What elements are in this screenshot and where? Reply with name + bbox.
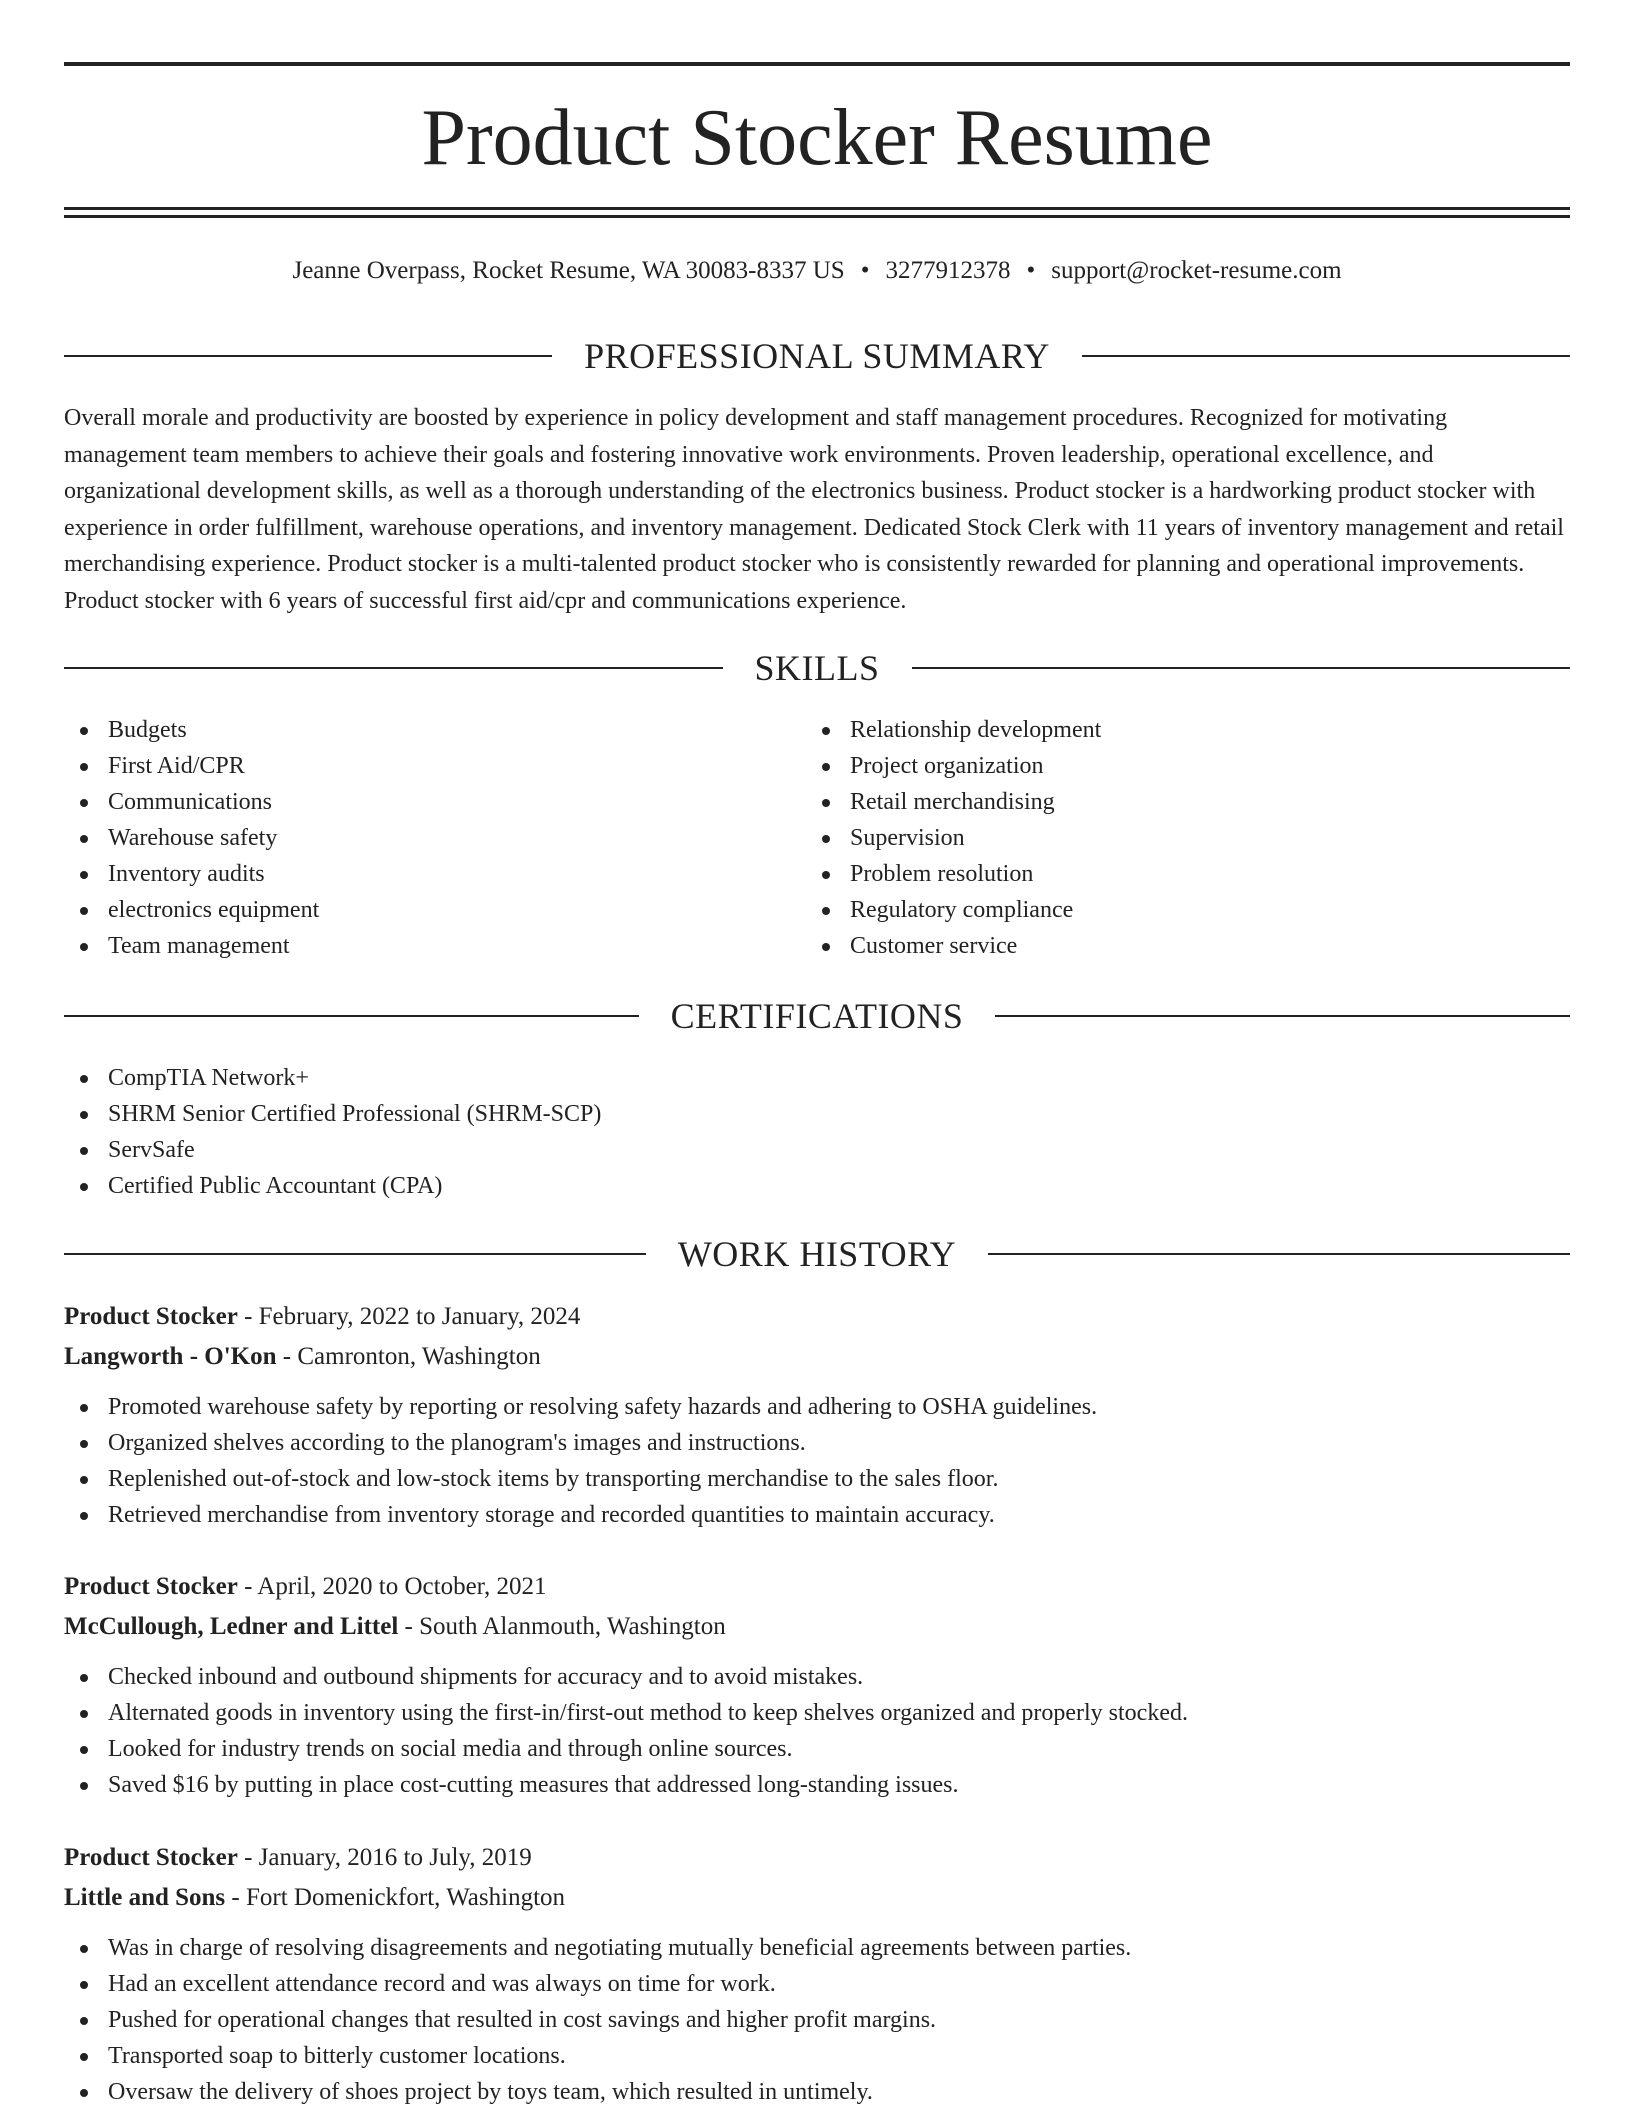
job-location: - Camronton, Washington	[276, 1343, 541, 1370]
heading-rule	[64, 1015, 639, 1017]
title-rule-lower	[64, 215, 1570, 218]
job-role: Product Stocker	[64, 1573, 238, 1600]
list-item: Warehouse safety	[64, 820, 764, 856]
skills-list-left	[64, 712, 764, 964]
job-company-line	[64, 1337, 1570, 1377]
contact-phone: 3277912378	[885, 257, 1011, 284]
heading-rule	[64, 1253, 646, 1255]
job-role-line	[64, 1297, 1570, 1337]
list-item: Saved $16 by putting in place cost-cutting measures that addressed long-standing issues.	[64, 1767, 1570, 1803]
heading-rule	[912, 667, 1571, 669]
list-item: Alternated goods in inventory using the first-in/first-out method to keep shelves organized and properly stocked.	[64, 1695, 1570, 1731]
heading-rule	[64, 667, 723, 669]
list-item: Transported soap to bitterly customer locations.	[64, 2038, 1570, 2074]
job-location: - Fort Domenickfort, Washington	[225, 1884, 566, 1911]
resume-title: Product Stocker Resume	[421, 94, 1213, 182]
list-item: Replenished out-of-stock and low-stock items by transporting merchandise to the sales floor.	[64, 1461, 1570, 1497]
contact-separator: •	[860, 257, 870, 284]
job-role: Product Stocker	[64, 1303, 238, 1330]
contact-address: Jeanne Overpass, Rocket Resume, WA 30083-8337 US	[292, 257, 845, 284]
job-dates: - February, 2022 to January, 2024	[237, 1303, 581, 1330]
job-company: McCullough, Ledner and Littel	[64, 1613, 399, 1640]
section-title: SKILLS	[754, 648, 880, 688]
job-company: Langworth - O'Kon	[64, 1343, 277, 1370]
summary-text: Overall morale and productivity are boosted by experience in policy development and staff management procedures. Recognized for motivating management team members to achieve their goals and fostering innovative work environments. Proven leadership, operational excellence, and organizational development skills, as well as a thorough understanding of the electronics business. Product stocker is a hardworking product stocker with experience in order fulfillment, warehouse operations, and inventory management. Dedicated Stock Clerk with 11 years of inventory management and retail merchandising experience. Product stocker is a multi-talented product stocker who is consistently rewarded for planning and operational improvements. Product stocker with 6 years of successful first aid/cpr and communications experience.	[64, 405, 1564, 614]
list-item: Regulatory compliance	[806, 892, 1506, 928]
list-item: Relationship development	[806, 712, 1506, 748]
skills-list-right	[806, 712, 1506, 964]
title-rule-upper	[64, 207, 1570, 210]
job-entry	[64, 1567, 1570, 1803]
section-heading-work-history	[64, 1232, 1570, 1276]
list-item: First Aid/CPR	[64, 748, 764, 784]
heading-rule	[988, 1253, 1570, 1255]
list-item: Pushed for operational changes that resulted in cost savings and higher profit margins.	[64, 2002, 1570, 2038]
section-title: WORK HISTORY	[677, 1234, 957, 1274]
job-company-line	[64, 1607, 1570, 1647]
list-item: Project organization	[806, 748, 1506, 784]
job-role: Product Stocker	[64, 1844, 238, 1871]
heading-rule	[1082, 355, 1570, 357]
list-item: Checked inbound and outbound shipments for accuracy and to avoid mistakes.	[64, 1659, 1570, 1695]
list-item: Retrieved merchandise from inventory storage and recorded quantities to maintain accuracy.	[64, 1497, 1570, 1533]
list-item: Inventory audits	[64, 856, 764, 892]
list-item: SHRM Senior Certified Professional (SHRM-SCP)	[64, 1096, 1064, 1132]
job-bullets	[64, 1659, 1570, 1803]
job-role-line	[64, 1567, 1570, 1607]
list-item: Supervision	[806, 820, 1506, 856]
contact-email: support@rocket-resume.com	[1051, 257, 1342, 284]
job-location: - South Alanmouth, Washington	[398, 1613, 726, 1640]
list-item: Communications	[64, 784, 764, 820]
top-rule	[64, 62, 1570, 66]
list-item: Problem resolution	[806, 856, 1506, 892]
list-item: Team management	[64, 928, 764, 964]
list-item: Oversaw the delivery of shoes project by toys team, which resulted in untimely.	[64, 2074, 1570, 2110]
job-entry	[64, 1297, 1570, 1533]
certifications-list	[64, 1060, 1064, 1204]
list-item: Promoted warehouse safety by reporting or resolving safety hazards and adhering to OSHA guidelines.	[64, 1389, 1570, 1425]
section-heading-certifications	[64, 994, 1570, 1038]
contact-separator: •	[1026, 257, 1036, 284]
section-heading-summary	[64, 334, 1570, 378]
section-title: PROFESSIONAL SUMMARY	[584, 336, 1050, 376]
list-item: Customer service	[806, 928, 1506, 964]
job-bullets	[64, 1389, 1570, 1533]
job-bullets	[64, 1930, 1570, 2110]
section-title: CERTIFICATIONS	[670, 996, 964, 1036]
job-company: Little and Sons	[64, 1884, 226, 1911]
list-item: Looked for industry trends on social media and through online sources.	[64, 1731, 1570, 1767]
job-dates: - January, 2016 to July, 2019	[237, 1844, 532, 1871]
list-item: Certified Public Accountant (CPA)	[64, 1168, 1064, 1204]
heading-rule	[995, 1015, 1570, 1017]
list-item: Organized shelves according to the planogram's images and instructions.	[64, 1425, 1570, 1461]
heading-rule	[64, 355, 552, 357]
contact-line	[64, 255, 1570, 287]
list-item: Had an excellent attendance record and was always on time for work.	[64, 1966, 1570, 2002]
list-item: Budgets	[64, 712, 764, 748]
job-entry	[64, 1838, 1570, 2110]
job-company-line	[64, 1878, 1570, 1918]
list-item: CompTIA Network+	[64, 1060, 1064, 1096]
section-heading-skills	[64, 646, 1570, 690]
list-item: Was in charge of resolving disagreements and negotiating mutually beneficial agreements between parties.	[64, 1930, 1570, 1966]
job-role-line	[64, 1838, 1570, 1878]
list-item: Retail merchandising	[806, 784, 1506, 820]
job-dates: - April, 2020 to October, 2021	[237, 1573, 547, 1600]
list-item: electronics equipment	[64, 892, 764, 928]
list-item: ServSafe	[64, 1132, 1064, 1168]
